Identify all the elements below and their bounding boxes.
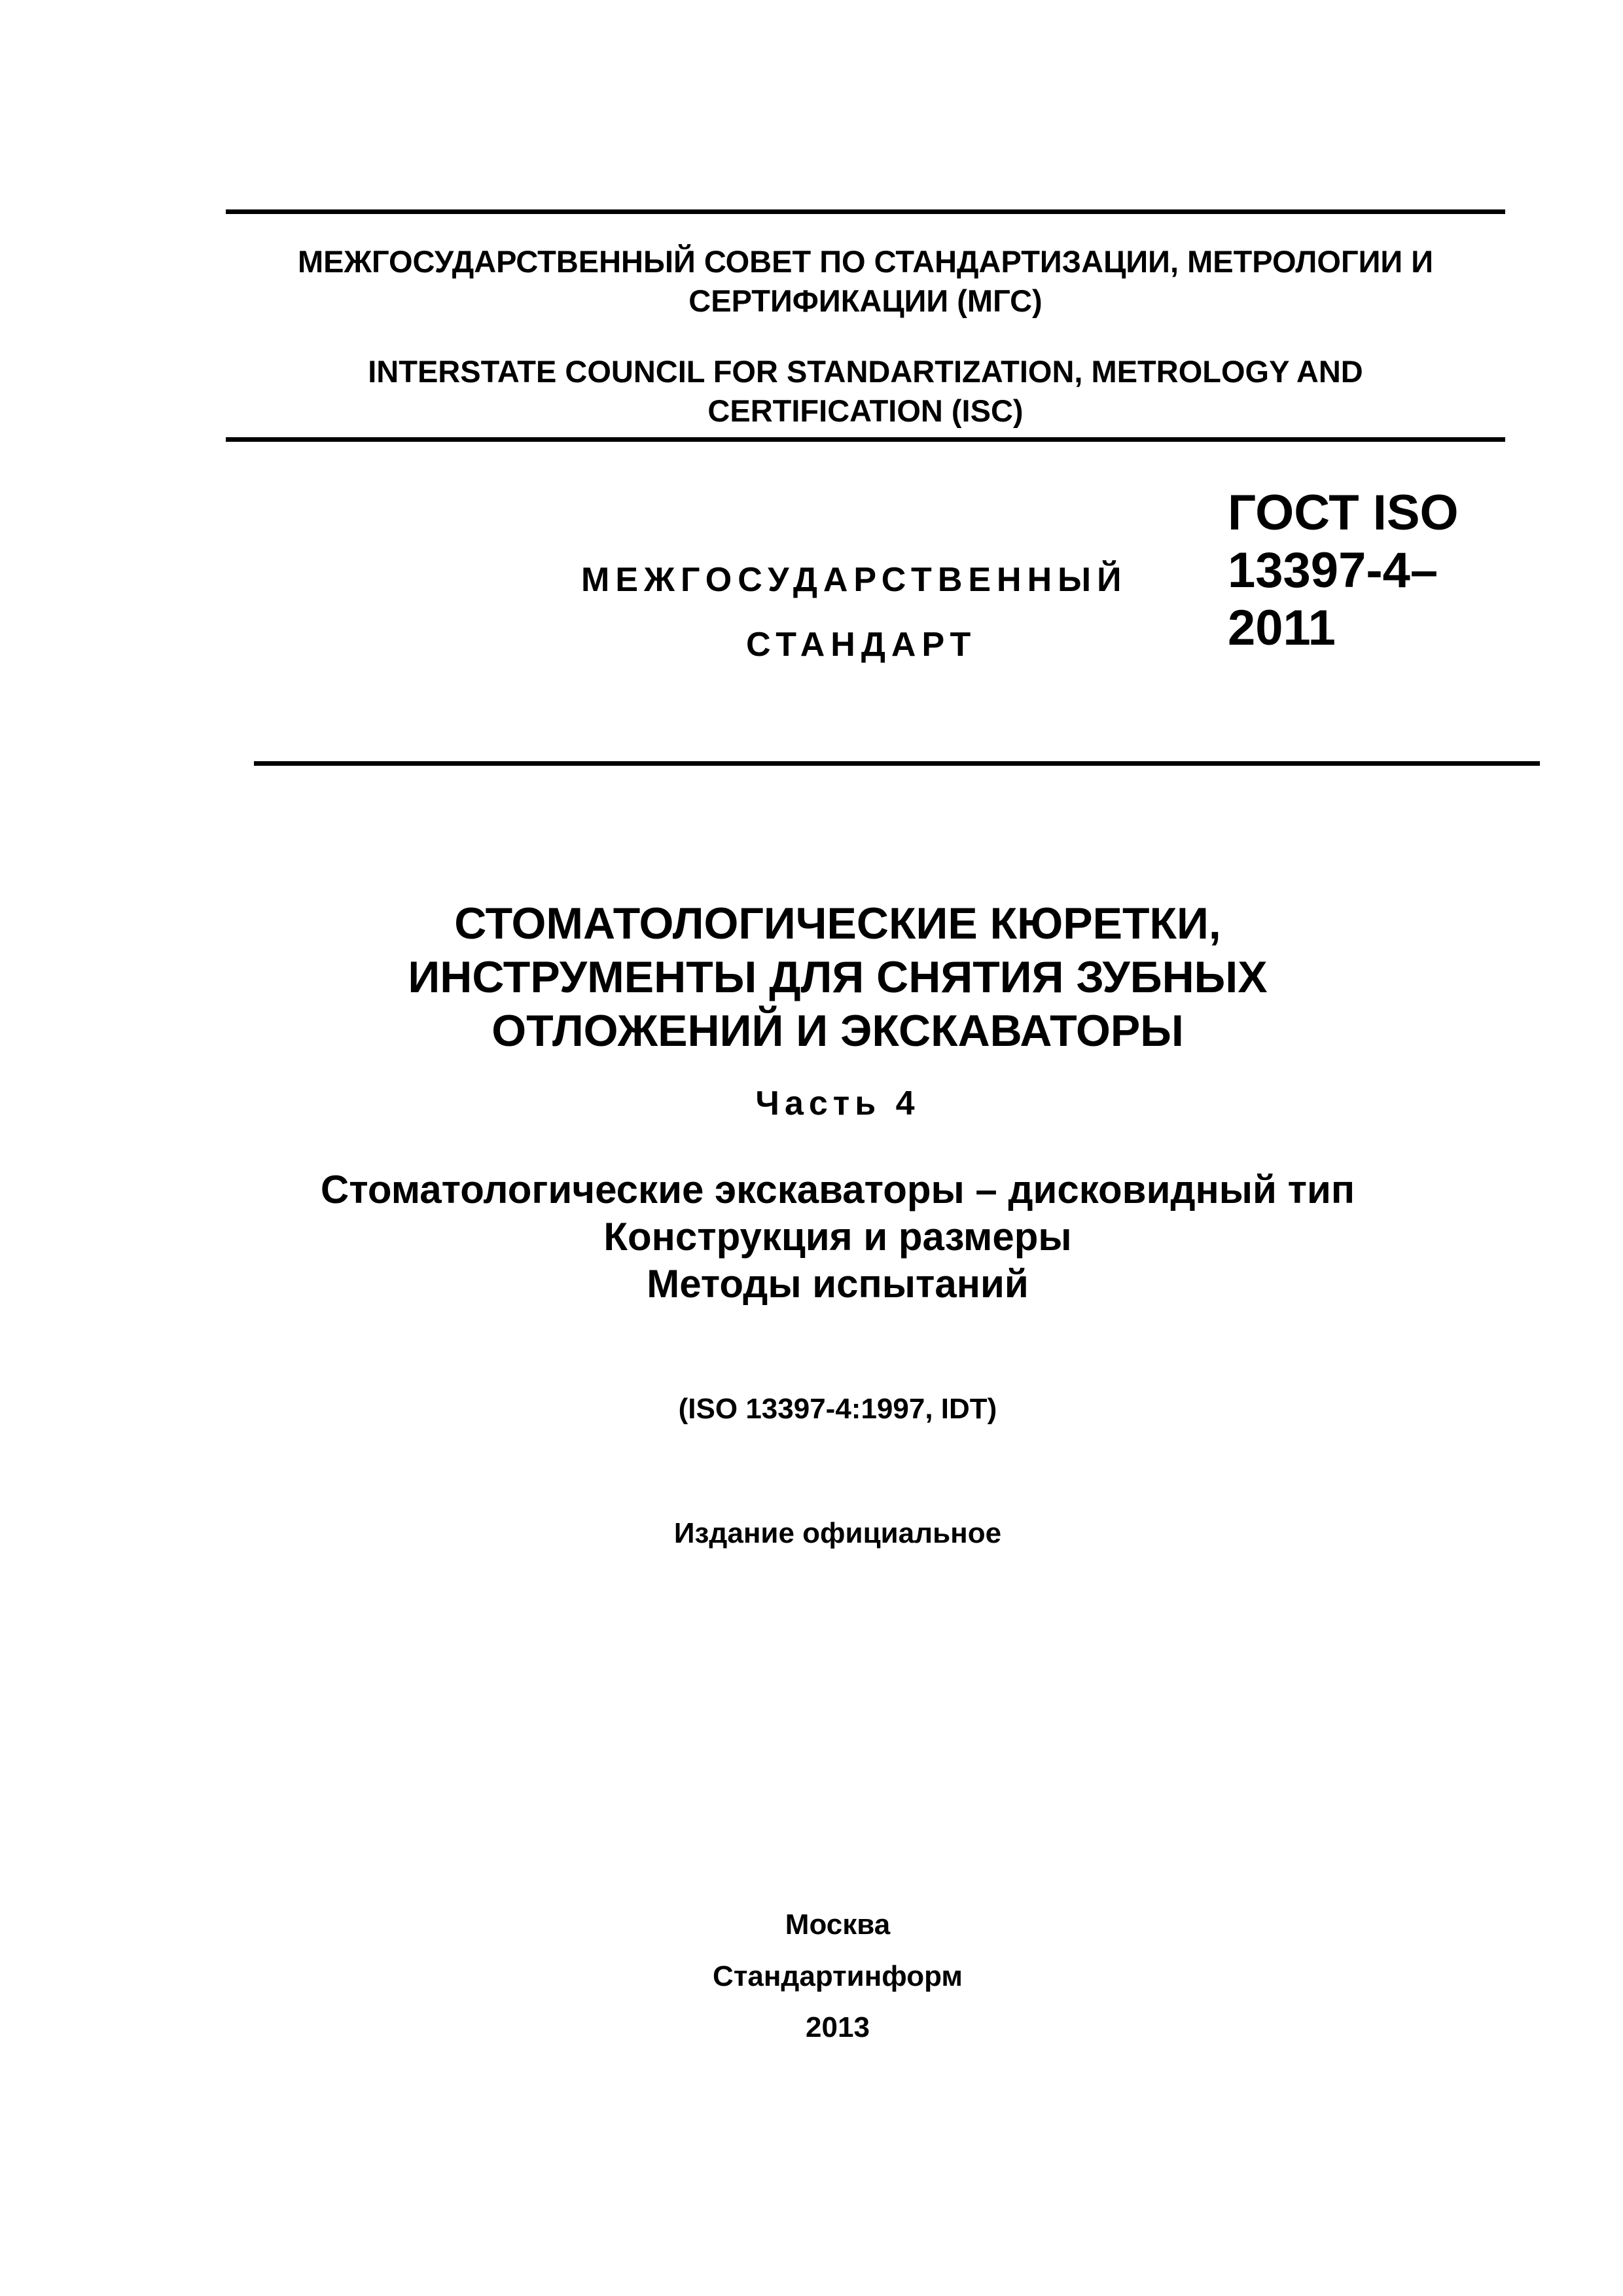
council-en-line2: CERTIFICATION (ISC) <box>707 393 1024 428</box>
imprint-year: 2013 <box>806 2011 870 2043</box>
standard-designation <box>1228 484 1594 657</box>
part-number: Часть 4 <box>755 1085 920 1122</box>
subtitle-line2: Конструкция и размеры <box>603 1215 1072 1259</box>
document-title <box>196 897 1479 1058</box>
council-en <box>226 352 1505 431</box>
iso-reference: (ISO 13397-4:1997, IDT) <box>678 1393 997 1425</box>
header-bottom-rule <box>254 761 1540 766</box>
council-ru-line1: МЕЖГОСУДАРСТВЕННЫЙ СОВЕТ ПО СТАНДАРТИЗАЦИИ, МЕТРОЛОГИИ И <box>298 244 1433 279</box>
designation-line3: 2011 <box>1228 600 1336 656</box>
top-rule <box>226 209 1505 214</box>
imprint-city: Москва <box>785 1909 891 1941</box>
title-line3: ОТЛОЖЕНИЙ И ЭКСКАВАТОРЫ <box>491 1006 1184 1056</box>
title-line2: ИНСТРУМЕНТЫ ДЛЯ СНЯТИЯ ЗУБНЫХ <box>408 952 1268 1002</box>
edition-note: Издание официальное <box>673 1517 1002 1549</box>
designation-line1: ГОСТ ISO <box>1228 485 1459 541</box>
imprint-publisher: Стандартинформ <box>713 1960 963 1992</box>
designation-line2: 13397-4– <box>1228 543 1438 598</box>
council-ru-line2: СЕРТИФИКАЦИИ (МГС) <box>688 283 1043 318</box>
title-line1: СТОМАТОЛОГИЧЕСКИЕ КЮРЕТКИ, <box>454 899 1221 948</box>
council-ru <box>226 242 1505 321</box>
document-subtitle <box>196 1166 1479 1308</box>
council-en-line1: INTERSTATE COUNCIL FOR STANDARTIZATION, METROLOGY AND <box>368 354 1363 389</box>
subtitle-line3: Методы испытаний <box>647 1262 1029 1306</box>
standard-label-line1: МЕЖГОСУДАРСТВЕННЫЙ <box>581 561 1128 599</box>
council-bottom-rule <box>226 437 1505 442</box>
standard-label-line2: СТАНДАРТ <box>746 626 977 664</box>
subtitle-line1: Стоматологические экскаваторы – дисковидный тип <box>320 1168 1355 1211</box>
